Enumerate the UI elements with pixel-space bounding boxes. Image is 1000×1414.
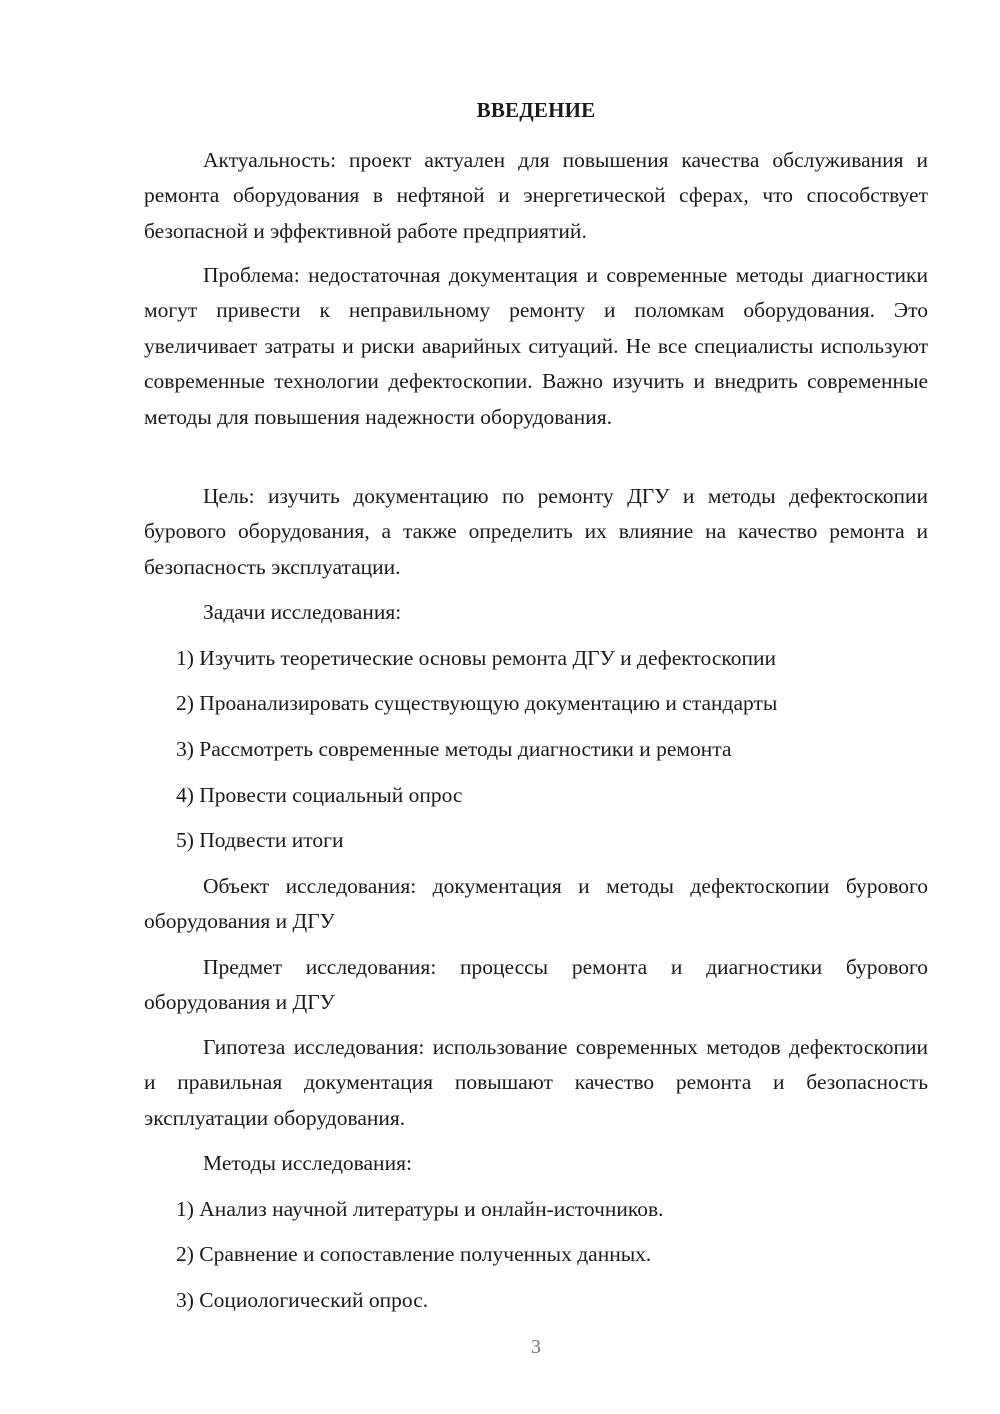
document-page xyxy=(144,0,928,1414)
task-item: 5) Подвести итоги xyxy=(176,828,344,852)
problem-paragraph: Проблема: недостаточная документация и современные методы диагностики могут привести к неправильному ремонту и поломкам оборудования. Это увеличивает затраты и риски аварийных ситуаций. Не все специалисты используют современные технологии дефектоскопии. Важно изучить и внедрить современные методы для повышения надежности оборудования. xyxy=(144,263,928,429)
method-item: 1) Анализ научной литературы и онлайн-источников. xyxy=(176,1197,664,1221)
task-item: 3) Рассмотреть современные методы диагностики и ремонта xyxy=(176,737,732,761)
method-item: 3) Социологический опрос. xyxy=(176,1288,429,1312)
hypothesis-paragraph: Гипотеза исследования: использование современных методов дефектоскопии и правильная документация повышают качество ремонта и безопасность эксплуатации оборудования. xyxy=(144,1035,928,1130)
task-item: 4) Провести социальный опрос xyxy=(176,783,463,807)
relevance-paragraph: Актуальность: проект актуален для повышения качества обслуживания и ремонта оборудования в нефтяной и энергетической сферах, что способствует безопасной и эффективной работе предприятий. xyxy=(144,148,928,243)
object-paragraph: Объект исследования: документация и методы дефектоскопии бурового оборудования и ДГУ xyxy=(144,874,928,934)
subject-paragraph: Предмет исследования: процессы ремонта и диагностики бурового оборудования и ДГУ xyxy=(144,955,928,1015)
tasks-heading: Задачи исследования: xyxy=(203,600,402,624)
goal-paragraph: Цель: изучить документацию по ремонту ДГУ и методы дефектоскопии бурового оборудования, а также определить их влияние на качество ремонта и безопасность эксплуатации. xyxy=(144,484,928,579)
methods-heading: Методы исследования: xyxy=(203,1151,412,1175)
task-item: 2) Проанализировать существующую документацию и стандарты xyxy=(176,691,778,715)
method-item: 2) Сравнение и сопоставление полученных данных. xyxy=(176,1242,652,1266)
section-title: ВВЕДЕНИЕ xyxy=(476,98,596,122)
task-item: 1) Изучить теоретические основы ремонта ДГУ и дефектоскопии xyxy=(176,646,776,670)
page-number: 3 xyxy=(531,1336,541,1358)
